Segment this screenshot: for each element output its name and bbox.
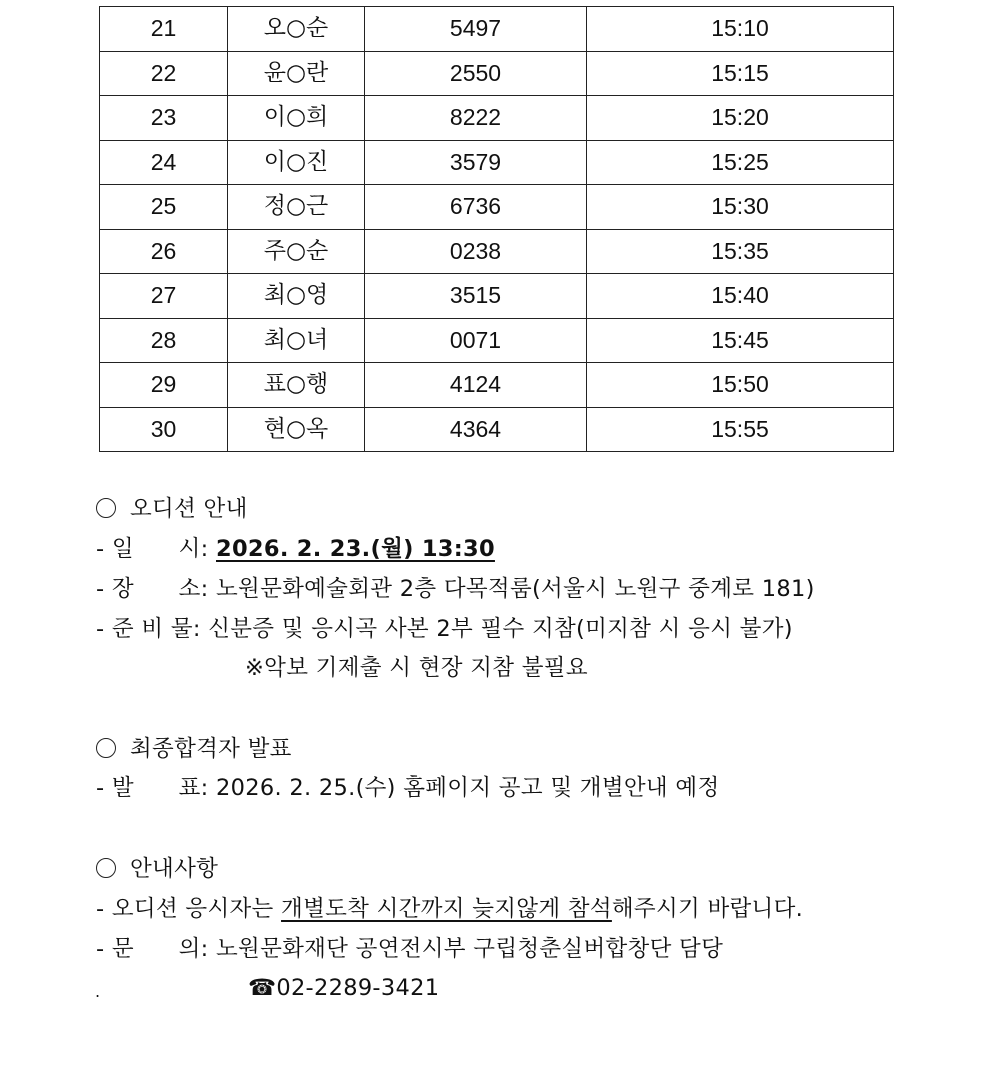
cell-code: 2550 [365, 51, 587, 96]
stray-mark: . [95, 982, 101, 1001]
table-row [100, 318, 894, 363]
cell-number: 22 [100, 51, 228, 96]
cell-name: 주○순 [228, 229, 365, 274]
cell-name: 이○진 [228, 140, 365, 185]
circle-bullet-icon [96, 858, 116, 878]
cell-name: 윤○란 [228, 51, 365, 96]
table-row [100, 229, 894, 274]
cell-time: 15:15 [587, 51, 894, 96]
circle-bullet-icon [96, 738, 116, 758]
cell-number: 23 [100, 96, 228, 141]
audition-schedule-table [99, 6, 894, 452]
result-value: 2026. 2. 25.(수) 홈페이지 공고 및 개별안내 예정 [216, 775, 720, 801]
cell-name: 현○옥 [228, 407, 365, 452]
result-line: - 발 표: 2026. 2. 25.(수) 홈페이지 공고 및 개별안내 예정 [96, 775, 720, 801]
cell-time: 15:30 [587, 185, 894, 230]
cell-number: 30 [100, 407, 228, 452]
cell-name: 정○근 [228, 185, 365, 230]
cell-time: 15:10 [587, 7, 894, 52]
cell-code: 4124 [365, 363, 587, 408]
cell-name: 최○녀 [228, 318, 365, 363]
cell-code: 4364 [365, 407, 587, 452]
notice-underlined-text: 개별도착 시간까지 늦지않게 참석 [281, 896, 612, 922]
table-body [100, 7, 894, 452]
cell-number: 26 [100, 229, 228, 274]
cell-number: 24 [100, 140, 228, 185]
audition-place-line: - 장 소: 노원문화예술회관 2층 다목적룸(서울시 노원구 중계로 181) [96, 576, 815, 602]
audition-place-value: 노원문화예술회관 2층 다목적룸(서울시 노원구 중계로 181) [216, 576, 815, 602]
audition-date-value: 2026. 2. 23.(월) 13:30 [216, 536, 495, 562]
contact-value: 노원문화재단 공연전시부 구립청춘실버합창단 담당 [216, 936, 724, 962]
cell-name: 오○순 [228, 7, 365, 52]
cell-code: 0238 [365, 229, 587, 274]
result-heading: 최종합격자 발표 [96, 738, 292, 761]
cell-time: 15:35 [587, 229, 894, 274]
audition-prep-line: - 준 비 물: 신분증 및 응시곡 사본 2부 필수 지참(미지참 시 응시 불가) [96, 616, 793, 642]
table-row [100, 407, 894, 452]
table-row [100, 7, 894, 52]
cell-name: 표○행 [228, 363, 365, 408]
table-row [100, 51, 894, 96]
cell-code: 3515 [365, 274, 587, 319]
contact-line: - 문 의: 노원문화재단 공연전시부 구립청춘실버합창단 담당 [96, 936, 724, 962]
audition-date-line: - 일 시: 2026. 2. 23.(월) 13:30 [96, 536, 495, 562]
cell-time: 15:50 [587, 363, 894, 408]
cell-number: 27 [100, 274, 228, 319]
cell-code: 5497 [365, 7, 587, 52]
cell-time: 15:20 [587, 96, 894, 141]
audition-prep-note: ※악보 기제출 시 현장 지참 불필요 [245, 655, 588, 681]
cell-time: 15:45 [587, 318, 894, 363]
cell-code: 3579 [365, 140, 587, 185]
cell-time: 15:55 [587, 407, 894, 452]
cell-code: 0071 [365, 318, 587, 363]
table-row [100, 96, 894, 141]
cell-code: 8222 [365, 96, 587, 141]
table-row [100, 185, 894, 230]
cell-name: 최○영 [228, 274, 365, 319]
circle-bullet-icon [96, 498, 116, 518]
table-row [100, 140, 894, 185]
cell-name: 이○희 [228, 96, 365, 141]
cell-time: 15:25 [587, 140, 894, 185]
cell-number: 21 [100, 7, 228, 52]
cell-number: 25 [100, 185, 228, 230]
audition-heading: 오디션 안내 [96, 498, 248, 521]
cell-number: 29 [100, 363, 228, 408]
contact-phone: ☎02-2289-3421 [248, 975, 440, 1001]
audition-prep-value: 신분증 및 응시곡 사본 2부 필수 지참(미지참 시 응시 불가) [208, 616, 793, 642]
cell-number: 28 [100, 318, 228, 363]
notice-line: - 오디션 응시자는 개별도착 시간까지 늦지않게 참석해주시기 바랍니다. [96, 896, 804, 922]
table-row [100, 274, 894, 319]
table-row [100, 363, 894, 408]
cell-code: 6736 [365, 185, 587, 230]
notice-heading: 안내사항 [96, 858, 218, 881]
cell-time: 15:40 [587, 274, 894, 319]
